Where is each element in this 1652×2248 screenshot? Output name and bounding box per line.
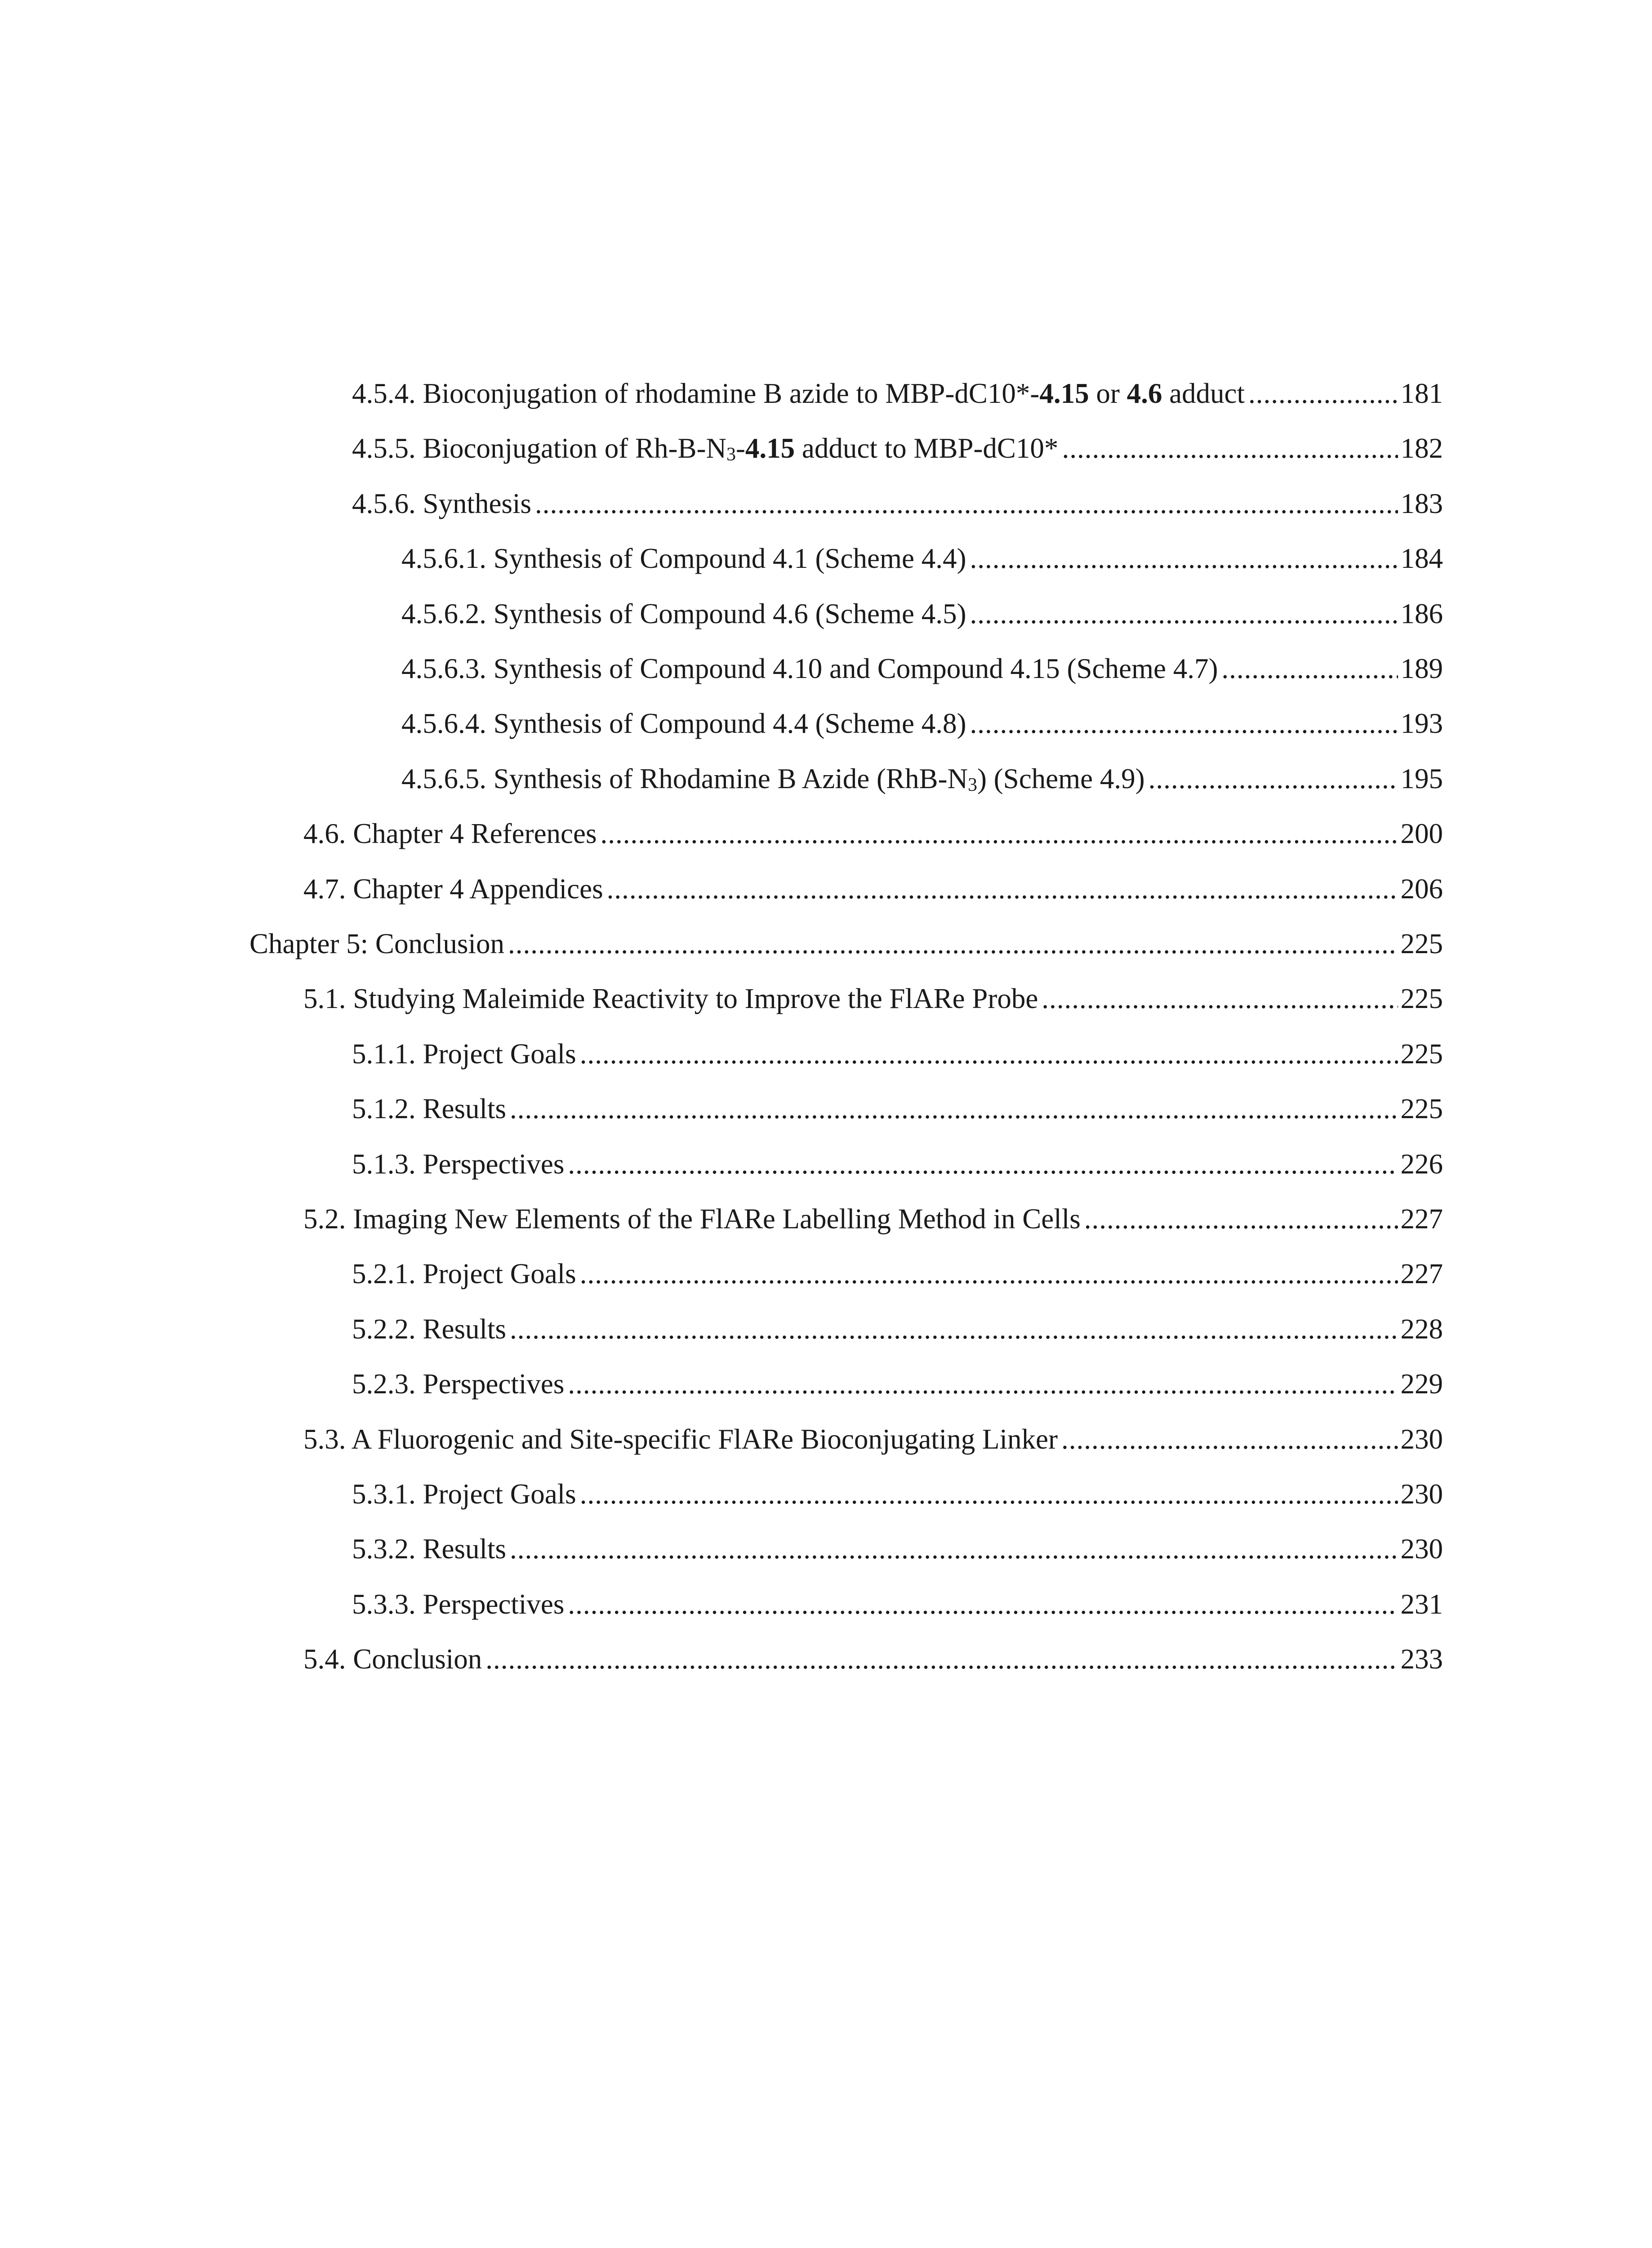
toc-entry-title-part: adduct to MBP-dC10* (795, 433, 1059, 464)
toc-entry-title-part: 4.5.6.4. Synthesis of Compound 4.4 (Scheme 4.8) (401, 708, 966, 740)
dot-leader (568, 1577, 1398, 1631)
toc-page-number: 181 (1400, 378, 1443, 409)
toc-entry-title-part: 5.3. A Fluorogenic and Site-specific FlARe Bioconjugating Linker (303, 1423, 1058, 1455)
toc-entry-title-part: 3 (967, 774, 977, 795)
toc-entry-title-part: 5.1. Studying Maleimide Reactivity to Improve the FlARe Probe (303, 983, 1038, 1015)
toc-entry-title (352, 1302, 506, 1356)
toc-entry-title-part: 4.6 (1127, 378, 1162, 409)
toc-entry[interactable] (303, 862, 1443, 916)
toc-entry[interactable] (352, 1082, 1443, 1136)
toc-entry-title (303, 972, 1038, 1026)
toc-entry-title-part: adduct (1162, 378, 1245, 409)
toc-entry-title (352, 1577, 564, 1631)
toc-entry-title-part: 5.3.3. Perspectives (352, 1588, 565, 1620)
toc-entry-title (352, 1137, 564, 1191)
toc-entry-title-part: 5.2.2. Results (352, 1313, 507, 1345)
toc-page-number: 230 (1400, 1478, 1443, 1510)
toc-entry[interactable] (303, 1412, 1443, 1466)
toc-entry-title-part: 4.15 (745, 433, 795, 464)
toc-entry-title (401, 587, 966, 641)
toc-entry-title-part: 4.5.4. Bioconjugation of rhodamine B azide to MBP-dC10*- (352, 378, 1040, 409)
toc-entry-title-part: ) (Scheme 4.9) (977, 763, 1145, 794)
toc-entry-title (303, 1192, 1081, 1246)
dot-leader (568, 1357, 1398, 1411)
dot-leader (1221, 642, 1398, 696)
toc-entry-title (401, 531, 966, 585)
dot-leader (580, 1027, 1398, 1081)
toc-page-number: 225 (1400, 1038, 1443, 1070)
toc-entry[interactable] (303, 807, 1443, 861)
toc-page-number: 225 (1400, 983, 1443, 1015)
dot-leader (607, 862, 1398, 916)
toc-entry-title-part: or (1089, 378, 1127, 409)
toc-page-number: 230 (1400, 1533, 1443, 1565)
toc-entry-title-part: Chapter 5: Conclusion (249, 928, 504, 959)
toc-entry-title-part: 5.3.2. Results (352, 1533, 507, 1565)
toc-entry[interactable] (352, 1027, 1443, 1081)
toc-entry-title (303, 1632, 482, 1686)
toc-entry[interactable] (352, 1577, 1443, 1631)
toc-entry-title-part: 4.5.6.2. Synthesis of Compound 4.6 (Scheme 4.5) (401, 598, 966, 629)
toc-entry[interactable] (401, 642, 1443, 696)
toc-page-number: 193 (1400, 708, 1443, 740)
toc-entry-title-part: 4.7. Chapter 4 Appendices (303, 873, 603, 905)
toc-entry-title (352, 1082, 506, 1136)
toc-page-number: 186 (1400, 598, 1443, 629)
toc-entry-title (352, 366, 1245, 420)
toc-entry[interactable] (303, 972, 1443, 1026)
toc-entry[interactable] (352, 1467, 1443, 1521)
toc-entry[interactable] (352, 1137, 1443, 1191)
toc-entry-title-part: 4.5.6.5. Synthesis of Rhodamine B Azide (RhB-N (401, 763, 968, 794)
toc-entry-title (303, 862, 603, 916)
toc-entry-title-part: 4.5.6.3. Synthesis of Compound 4.10 and Compound 4.15 (Scheme 4.7) (401, 653, 1218, 684)
toc-entry-title-part: 4.5.6.1. Synthesis of Compound 4.1 (Scheme 4.4) (401, 543, 966, 575)
dot-leader (1062, 421, 1398, 475)
toc-entry-title-part: 5.2.3. Perspectives (352, 1368, 565, 1400)
dot-leader (1248, 366, 1398, 420)
dot-leader (970, 587, 1398, 641)
dot-leader (970, 696, 1398, 750)
toc-entry[interactable] (352, 1302, 1443, 1356)
dot-leader (1061, 1412, 1398, 1466)
toc-entry-title-part: 5.2.1. Project Goals (352, 1258, 576, 1290)
toc-entry-title (303, 807, 597, 861)
dot-leader (1149, 752, 1398, 806)
dot-leader (510, 1302, 1398, 1356)
toc-entry-title (401, 752, 1145, 806)
toc-entry[interactable] (303, 1192, 1443, 1246)
toc-entry-title-part: 5.3.1. Project Goals (352, 1478, 576, 1510)
toc-page-number: 206 (1400, 873, 1443, 905)
toc-page-number: 183 (1400, 487, 1443, 519)
toc-page-number: 231 (1400, 1588, 1443, 1620)
toc-entry[interactable] (401, 696, 1443, 750)
toc-entry[interactable] (352, 1357, 1443, 1411)
toc-entry[interactable] (352, 1247, 1443, 1301)
toc-page-number: 225 (1400, 928, 1443, 959)
dot-leader (568, 1137, 1398, 1191)
toc-page-number: 228 (1400, 1313, 1443, 1345)
toc-entry-title (352, 1357, 564, 1411)
toc-entry-title-part: 5.4. Conclusion (303, 1643, 482, 1675)
toc-entry[interactable] (352, 1522, 1443, 1576)
toc-page-number: 226 (1400, 1148, 1443, 1180)
toc-entry[interactable] (352, 477, 1443, 531)
dot-leader (580, 1467, 1398, 1521)
dot-leader (510, 1082, 1398, 1136)
toc-entry-title (303, 1412, 1058, 1466)
toc-entry-title-part: 4.15 (1039, 378, 1089, 409)
toc-page-number: 189 (1400, 653, 1443, 684)
dot-leader (535, 477, 1398, 531)
toc-page-number: 227 (1400, 1203, 1443, 1235)
toc-entry-title (352, 1467, 576, 1521)
toc-entry[interactable] (401, 587, 1443, 641)
toc-entry-title (352, 421, 1058, 475)
toc-page-number: 229 (1400, 1368, 1443, 1400)
dot-leader (580, 1247, 1398, 1301)
toc-entry-title (352, 1247, 576, 1301)
toc-page-number: 200 (1400, 818, 1443, 850)
toc-entry-title-part: 3 (726, 444, 736, 465)
toc-entry-title-part: 4.5.5. Bioconjugation of Rh-B-N (352, 433, 726, 464)
toc-page-number: 233 (1400, 1643, 1443, 1675)
toc-entry-title-part: 5.1.2. Results (352, 1093, 507, 1125)
toc-entry-title-part: 5.1.1. Project Goals (352, 1038, 576, 1070)
toc-entry-title-part: 4.5.6. Synthesis (352, 487, 532, 519)
dot-leader (485, 1632, 1398, 1686)
dot-leader (970, 531, 1398, 585)
toc-entry-title (249, 917, 504, 971)
toc-entry[interactable] (352, 366, 1443, 420)
dot-leader (510, 1522, 1398, 1576)
dot-leader (1042, 972, 1398, 1026)
toc-entry[interactable] (401, 531, 1443, 585)
dot-leader (601, 807, 1398, 861)
dot-leader (508, 917, 1398, 971)
toc-entry-title (401, 696, 966, 750)
toc-page-number: 230 (1400, 1423, 1443, 1455)
toc-page-number: 225 (1400, 1093, 1443, 1125)
toc-page-number: 182 (1400, 433, 1443, 464)
toc-entry-title-part: 4.6. Chapter 4 References (303, 818, 597, 850)
toc-entry-title (352, 477, 531, 531)
toc-page-number: 227 (1400, 1258, 1443, 1290)
toc-page-number: 184 (1400, 543, 1443, 575)
toc-entry[interactable] (401, 752, 1443, 806)
toc-entry-title-part: 5.1.3. Perspectives (352, 1148, 565, 1180)
toc-page-number: 195 (1400, 763, 1443, 794)
toc-entry[interactable] (249, 917, 1443, 971)
toc-entry-title-part: 5.2. Imaging New Elements of the FlARe Labelling Method in Cells (303, 1203, 1081, 1235)
toc-entry[interactable] (352, 421, 1443, 475)
toc-entry-title (401, 642, 1218, 696)
toc-entry[interactable] (303, 1632, 1443, 1686)
toc-entry-title (352, 1522, 506, 1576)
dot-leader (1084, 1192, 1398, 1246)
toc-entry-title-part: - (735, 433, 745, 464)
toc-entry-title (352, 1027, 576, 1081)
